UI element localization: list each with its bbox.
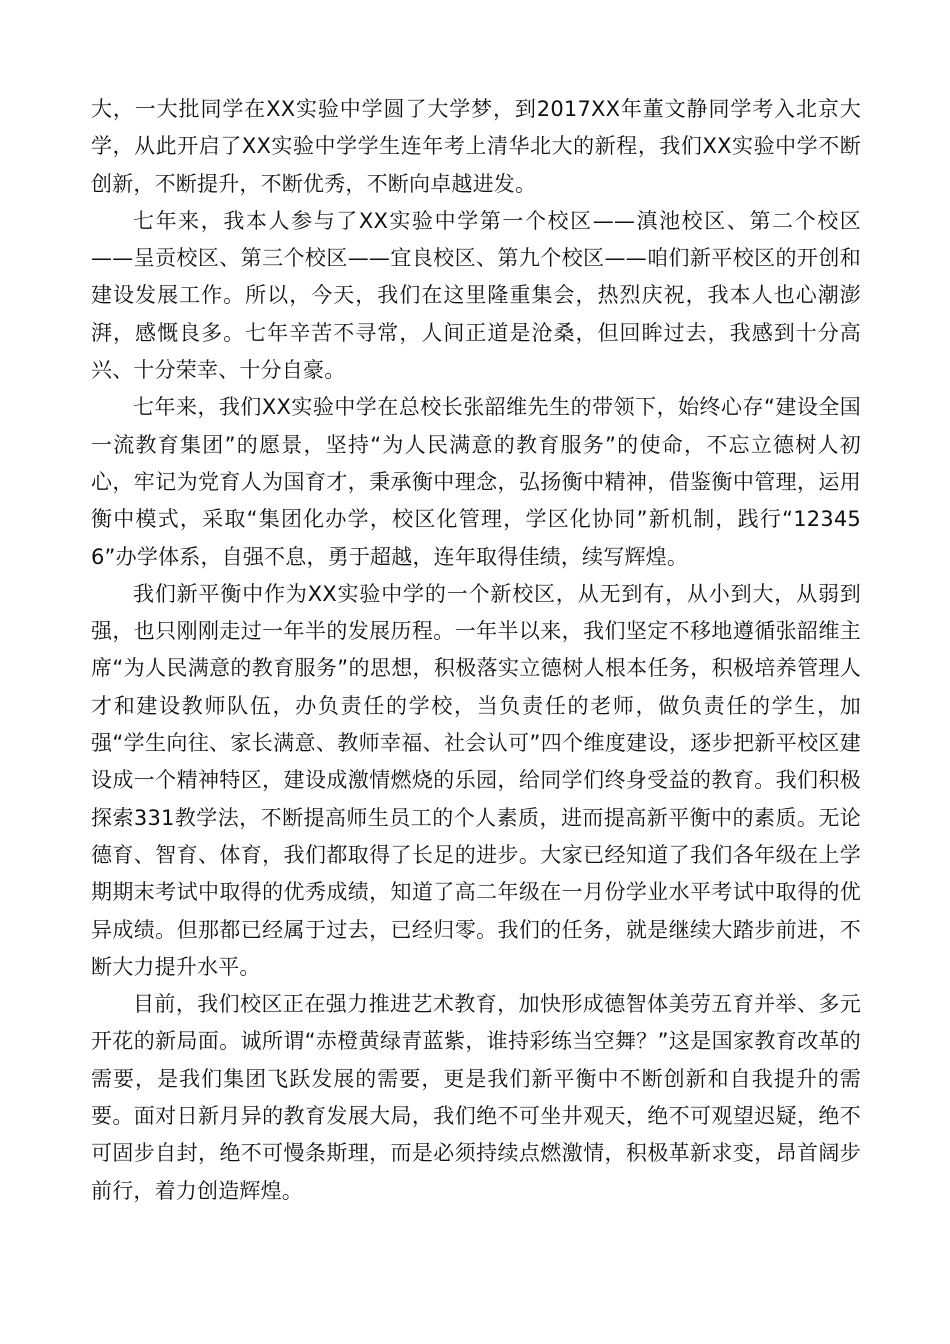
paragraph-1: 大，一大批同学在XX实验中学圆了大学梦，到2017XX年董文静同学考入北京大学，从此开启了XX实验中学学生连年考上清华北大的新程，我们XX实验中学不断创新，不断提升，不断优秀，不断向卓越进发。 [91, 97, 861, 196]
paragraph-3: 七年来，我们XX实验中学在总校长张韶维先生的带领下，始终心存“建设全国一流教育集团”的愿景，坚持“为人民满意的教育服务”的使命，不忘立德树人初心，牢记为党育人为国育才，秉承衡中理念，弘扬衡中精神，借鉴衡中管理，运用衡中模式，采取“集团化办学，校区化管理，学区化协同”新机制，践行“123456”办学体系，自强不息，勇于超越，连年取得佳绩，续写辉煌。 [91, 395, 861, 569]
paragraph-2: 七年来，我本人参与了XX实验中学第一个校区——滇池校区、第二个校区——呈贡校区、第三个校区——宜良校区、第九个校区——咱们新平校区的开创和建设发展工作。所以，今天，我们在这里隆重集会，热烈庆祝，我本人也心潮澎湃，感慨良多。七年辛苦不寻常，人间正道是沧桑，但回眸过去，我感到十分高兴、十分荣幸、十分自豪。 [91, 208, 861, 383]
document-page [91, 91, 861, 1210]
paragraph-4: 我们新平衡中作为XX实验中学的一个新校区，从无到有，从小到大，从弱到强，也只刚刚走过一年半的发展历程。一年半以来，我们坚定不移地遵循张韶维主席“为人民满意的教育服务”的思想，积极落实立德树人根本任务，积极培养管理人才和建设教师队伍，办负责任的学校，当负责任的老师，做负责任的学生，加强“学生向往、家长满意、教师幸福、社会认可”四个维度建设，逐步把新平校区建设成一个精神特区，建设成激情燃烧的乐园，给同学们终身受益的教育。我们积极探索331教学法，不断提高师生员工的个人素质，进而提高新平衡中的素质。无论德育、智育、体育，我们都取得了长足的进步。大家已经知道了我们各年级在上学期期末考试中取得的优秀成绩，知道了高二年级在一月份学业水平考试中取得的优异成绩。但那都已经属于过去，已经归零。我们的任务，就是继续大踏步前进，不断大力提升水平。 [91, 581, 861, 979]
paragraph-5: 目前，我们校区正在强力推进艺术教育，加快形成德智体美劳五育并举、多元开花的新局面。诚所谓“赤橙黄绿青蓝紫，谁持彩练当空舞？”这是国家教育改革的需要，是我们集团飞跃发展的需要，更是我们新平衡中不断创新和自我提升的需要。面对日新月异的教育发展大局，我们绝不可坐井观天，绝不可观望迟疑，绝不可固步自封，绝不可慢条斯理，而是必须持续点燃激情，积极革新求变，昂首阔步前行，着力创造辉煌。 [91, 992, 861, 1203]
